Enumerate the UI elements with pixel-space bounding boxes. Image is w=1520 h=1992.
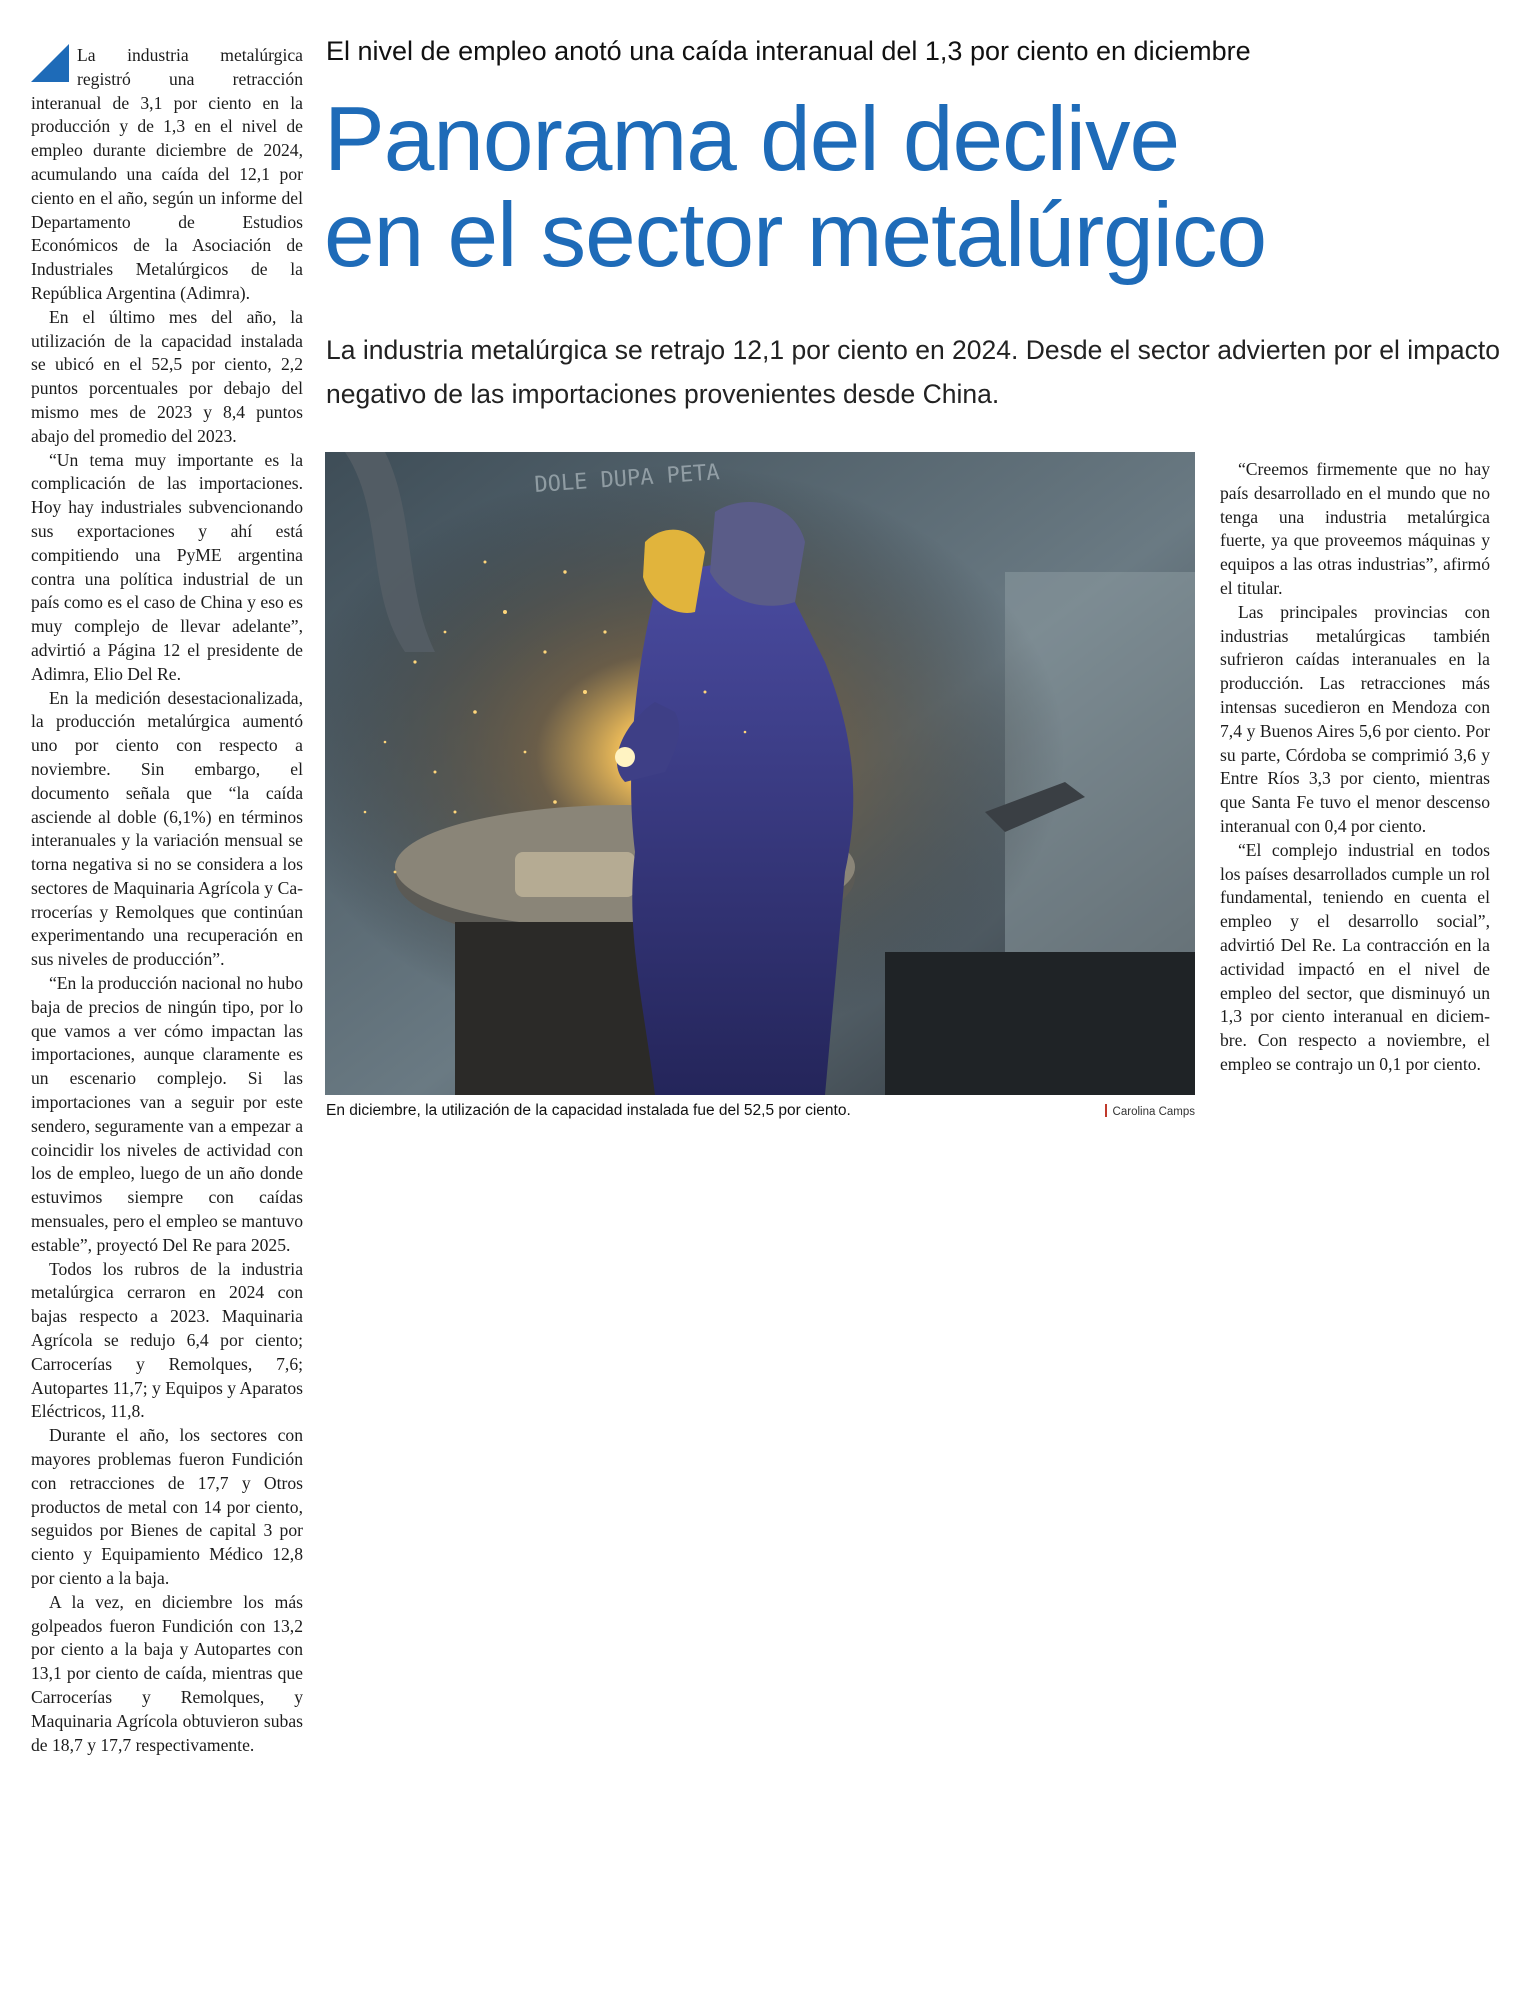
paragraph: En el último mes del año, la utilización de la capacidad instalada se ubicó en el 52,5 por ciento, 2,2 puntos porcentuales por debajo del mismo mes de 2023 y 8,4 puntos abajo del promedio del 2023. [31,306,303,446]
section-triangle-icon [31,44,69,82]
paragraph: “Creemos firmemente que no hay país desarrollado en el mundo que no tenga una industria metalúrgica fuerte, ya que proveemos máquinas y equipos a las otras industrias”, afirmó el titular. [1220,459,1490,598]
headline-line-2: en el sector metalúrgico [324,185,1267,286]
paragraph: “Un tema muy importante es la complicación de las importaciones. Hoy hay industriales subvencionando sus exportaciones y ahí está compitiendo una PyME argentina contra una política industrial de un país como es el caso de China y eso es muy complejo de llevar adelante”, advirtió a Página 12 el presidente de Adimra, Elio Del Re. [31,449,303,684]
welder-photo-illustration [325,452,1195,1095]
photo-caption: En diciembre, la utilización de la capacidad instalada fue del 52,5 por ciento. [326,1102,851,1119]
article-column-right [1220,458,1490,1077]
headline [324,89,1504,286]
photo-credit-name: Carolina Camps [1112,1106,1195,1118]
credit-divider [1105,1104,1107,1117]
photo-wall-text: DOLE DUPA PETA [533,460,721,498]
paragraph: En la medición desestacionalizada, la producción metalúrgica aumentó uno por ciento con respecto a noviembre. Sin embargo, el documento señala que “la caída asciende al doble (6,1%) en términos interanuales y la variación mensual se torna negativa si no se considera a los sectores de Maquinaria Agrícola y Carrocerías y Remolques que continúan experimentando una recuperación en sus niveles de producción”. [31,687,303,970]
headline-line-1: Panorama del declive [324,89,1180,190]
paragraph: Durante el año, los sectores con mayores problemas fueron Fundición con retracciones de 17,7 y Otros productos de metal con 14 por ciento, seguidos por Bienes de capital 3 por ciento y Equipamiento Médico 12,8 por ciento a la baja. [31,1425,303,1588]
paragraph: Las principales provincias con industrias metalúrgicas también sufrieron caídas interanuales en la producción. Las retracciones más intensas sucedieron en Mendoza con 7,4 y Buenos Aires 5,6 por ciento. Por su parte, Córdoba se comprimió 3,6 y Entre Ríos 3,3 por ciento, mientras que Santa Fe tuvo el menor descenso interanual con 0,4 por ciento. [1220,601,1490,836]
paragraph: “En la producción nacional no hubo baja de precios de ningún tipo, por lo que vamos a ver cómo impactan las importaciones, aunque claramente es un escenario complejo. Si las importaciones van a seguir por este sendero, seguramente van a empezar a coincidir los niveles de actividad con los de empleo, luego de un año donde estuvimos siempre con caídas mensuales, pero el empleo se mantuvo estable”, proyectó Del Re para 2025. [31,973,303,1255]
paragraph: “El complejo industrial en todos los países desarrollados cumple un rol fundamental, teniendo en cuenta el empleo y el desarrollo social”, advirtió Del Re. La contracción en la actividad impactó en el nivel de empleo del sector, que disminuyó un 1,3 por ciento interanual en diciembre. Con respecto a noviembre, el empleo se contrajo un 0,1 por ciento. [1220,839,1490,1074]
article-column-left [31,44,303,1757]
paragraph: Todos los rubros de la industria metalúrgica cerraron en 2024 con bajas respecto a 2023. Maquinaria Agrícola se redujo 6,4 por ciento; Carrocerías y Remolques, 7,6; Autopartes 11,7; y Equipos y Aparatos Eléctricos, 11,8. [31,1258,304,1422]
photo-credit [1105,1104,1195,1118]
kicker: El nivel de empleo anotó una caída interanual del 1,3 por ciento en diciembre [326,36,1251,66]
article-photo [325,452,1195,1095]
paragraph: La industria metalúrgica registró una retracción interanual de 3,1 por ciento en la producción y de 1,3 en el nivel de empleo durante diciembre de 2024, acumulando una caída del 12,1 por ciento en el año, según un informe del Departamento de Estudios Económicos de la Asociación de Industriales Metalúrgicos de la República Argentina (Adimra). [31,45,303,303]
paragraph: A la vez, en diciembre los más golpeados fueron Fundición con 13,2 por ciento a la baja y Autopartes con 13,1 por ciento de caída, mientras que Carrocerías y Remolques, y Maquinaria Agrícola obtuvieron subas de 18,7 y 17,7 respectivamente. [31,1591,303,1755]
dek: La industria metalúrgica se retrajo 12,1 por ciento en 2024. Desde el sector advierten por el impacto negativo de las importaciones provenientes desde China. [326,335,1501,409]
